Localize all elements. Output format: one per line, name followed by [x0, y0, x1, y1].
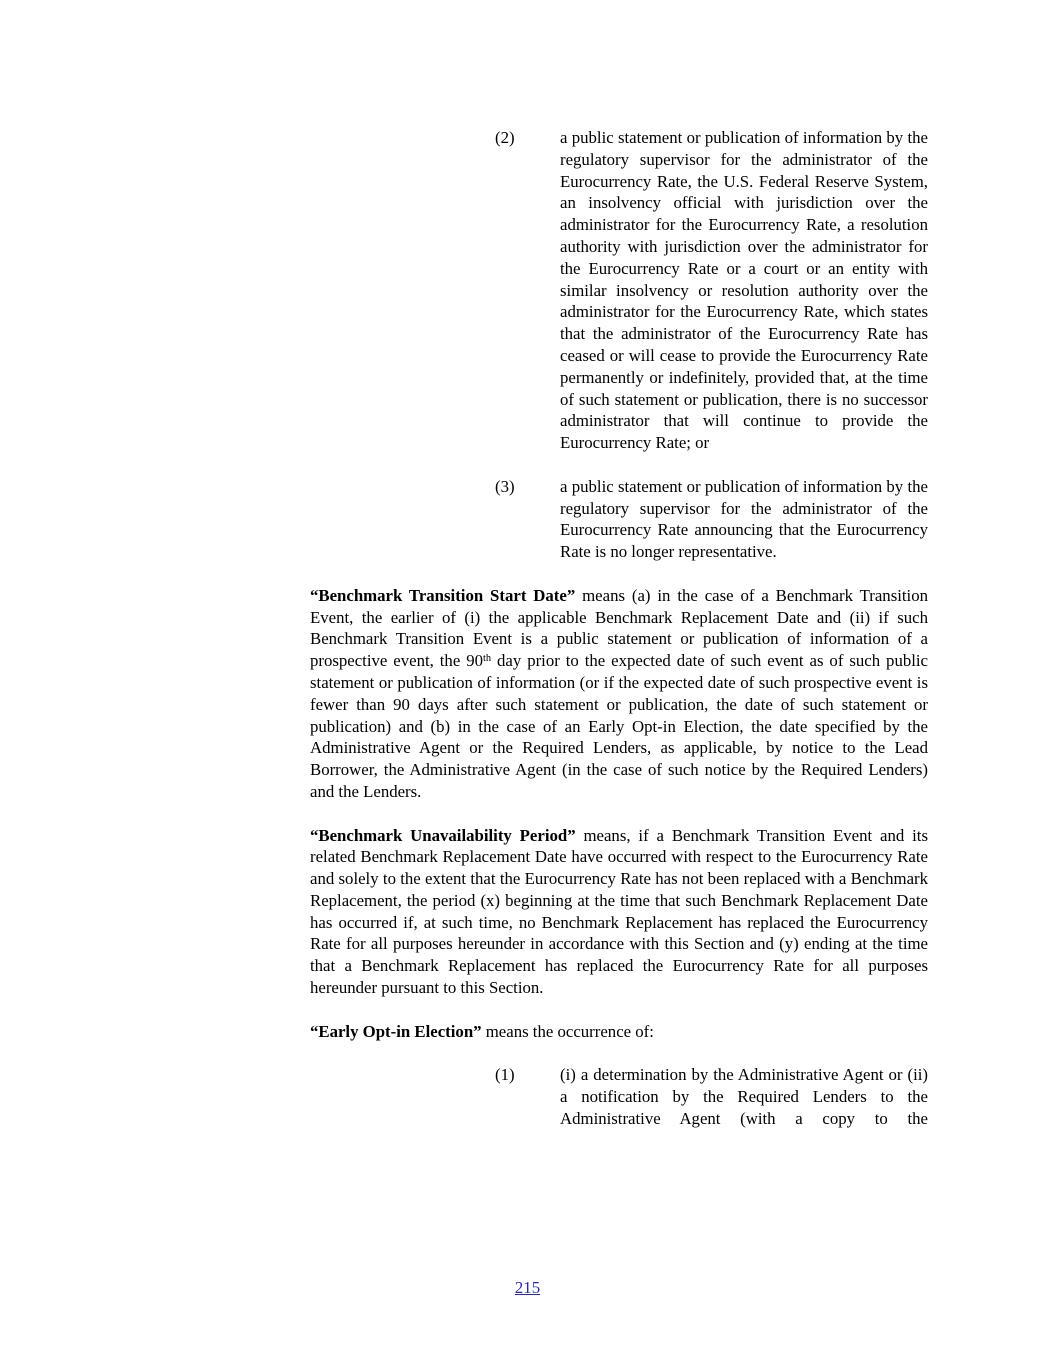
page-number-link[interactable]: 215 [514, 1278, 541, 1297]
definition-text: day prior to the expected date of such event as of such public statement or publication of information (or if the expected date of such prospective event is fewer than 90 days after such statement or publication, the date of such statement or publication) and (b) in the case of an Early Opt-in Election, the date specified by the Administrative Agent or the Required Lenders, as applicable, by notice to the Lead Borrower, the Administrative Agent (in the case of such notice by the Required Lenders) and the Lenders. [310, 651, 928, 801]
definition-text: means (a) in the case of a Benchmark Transition Event, the earlier of (i) the applicable Benchmark Replacement Date and (ii) if such Benchmark Transition Event is a public statement or publication of information of a prospective event, the 90 [310, 585, 929, 671]
definition-text: means, if a Benchmark Transition Event and its related Benchmark Replacement Date have occurred with respect to the Eurocurrency Rate and solely to the extent that the Eurocurrency Rate has not been replaced with a Benchmark Replacement, the period (x) beginning at the time that such Benchmark Replacement Date has occurred if, at such time, no Benchmark Replacement has replaced the Eurocurrency Rate for all purposes hereunder in accordance with this Section and (y) ending at the time that a Benchmark Replacement has replaced the Eurocurrency Rate for all purposes hereunder pursuant to this Section. [310, 825, 928, 998]
defined-term: “Benchmark Transition Start Date” [310, 585, 576, 605]
numbered-clause-1 [495, 1064, 928, 1129]
definition-text: means the occurrence of: [481, 1021, 654, 1041]
numbered-clause-2 [495, 127, 928, 454]
clause-text: (i) a determination by the Administrative Agent or (ii) a notification by the Required Lenders to the Administrative Agent (with a copy to the [560, 1065, 928, 1128]
list-number: (3) [495, 476, 515, 496]
definition-benchmark-unavailability-period [310, 825, 928, 999]
list-number: (1) [495, 1065, 515, 1085]
defined-term: “Benchmark Unavailability Period” [310, 825, 576, 845]
clause-text: a public statement or publication of information by the regulatory supervisor for the administrator of the Eurocurrency Rate announcing that the Eurocurrency Rate is no longer representative. [560, 476, 928, 562]
page-footer [0, 1277, 1055, 1299]
numbered-clause-3 [495, 476, 928, 563]
clause-text: a public statement or publication of information by the regulatory supervisor for the administrator of the Eurocurrency Rate, the U.S. Federal Reserve System, an insolvency official with jurisdiction over the administrator for the Eurocurrency Rate, a resolution authority with jurisdiction over the administrator for the Eurocurrency Rate or a court or an entity with similar insolvency or resolution authority over the administrator for the Eurocurrency Rate, which states that the administrator of the Eurocurrency Rate has ceased or will cease to provide the Eurocurrency Rate permanently or indefinitely, provided that, at the time of such statement or publication, there is no successor administrator that will continue to provide the Eurocurrency Rate; or [560, 128, 928, 453]
ordinal-superscript: th [482, 653, 492, 665]
document-body [310, 127, 928, 1151]
definition-early-opt-in-election [310, 1021, 928, 1043]
list-number: (2) [495, 128, 515, 147]
definition-benchmark-transition-start-date [310, 585, 928, 803]
defined-term: “Early Opt-in Election” [310, 1021, 482, 1041]
